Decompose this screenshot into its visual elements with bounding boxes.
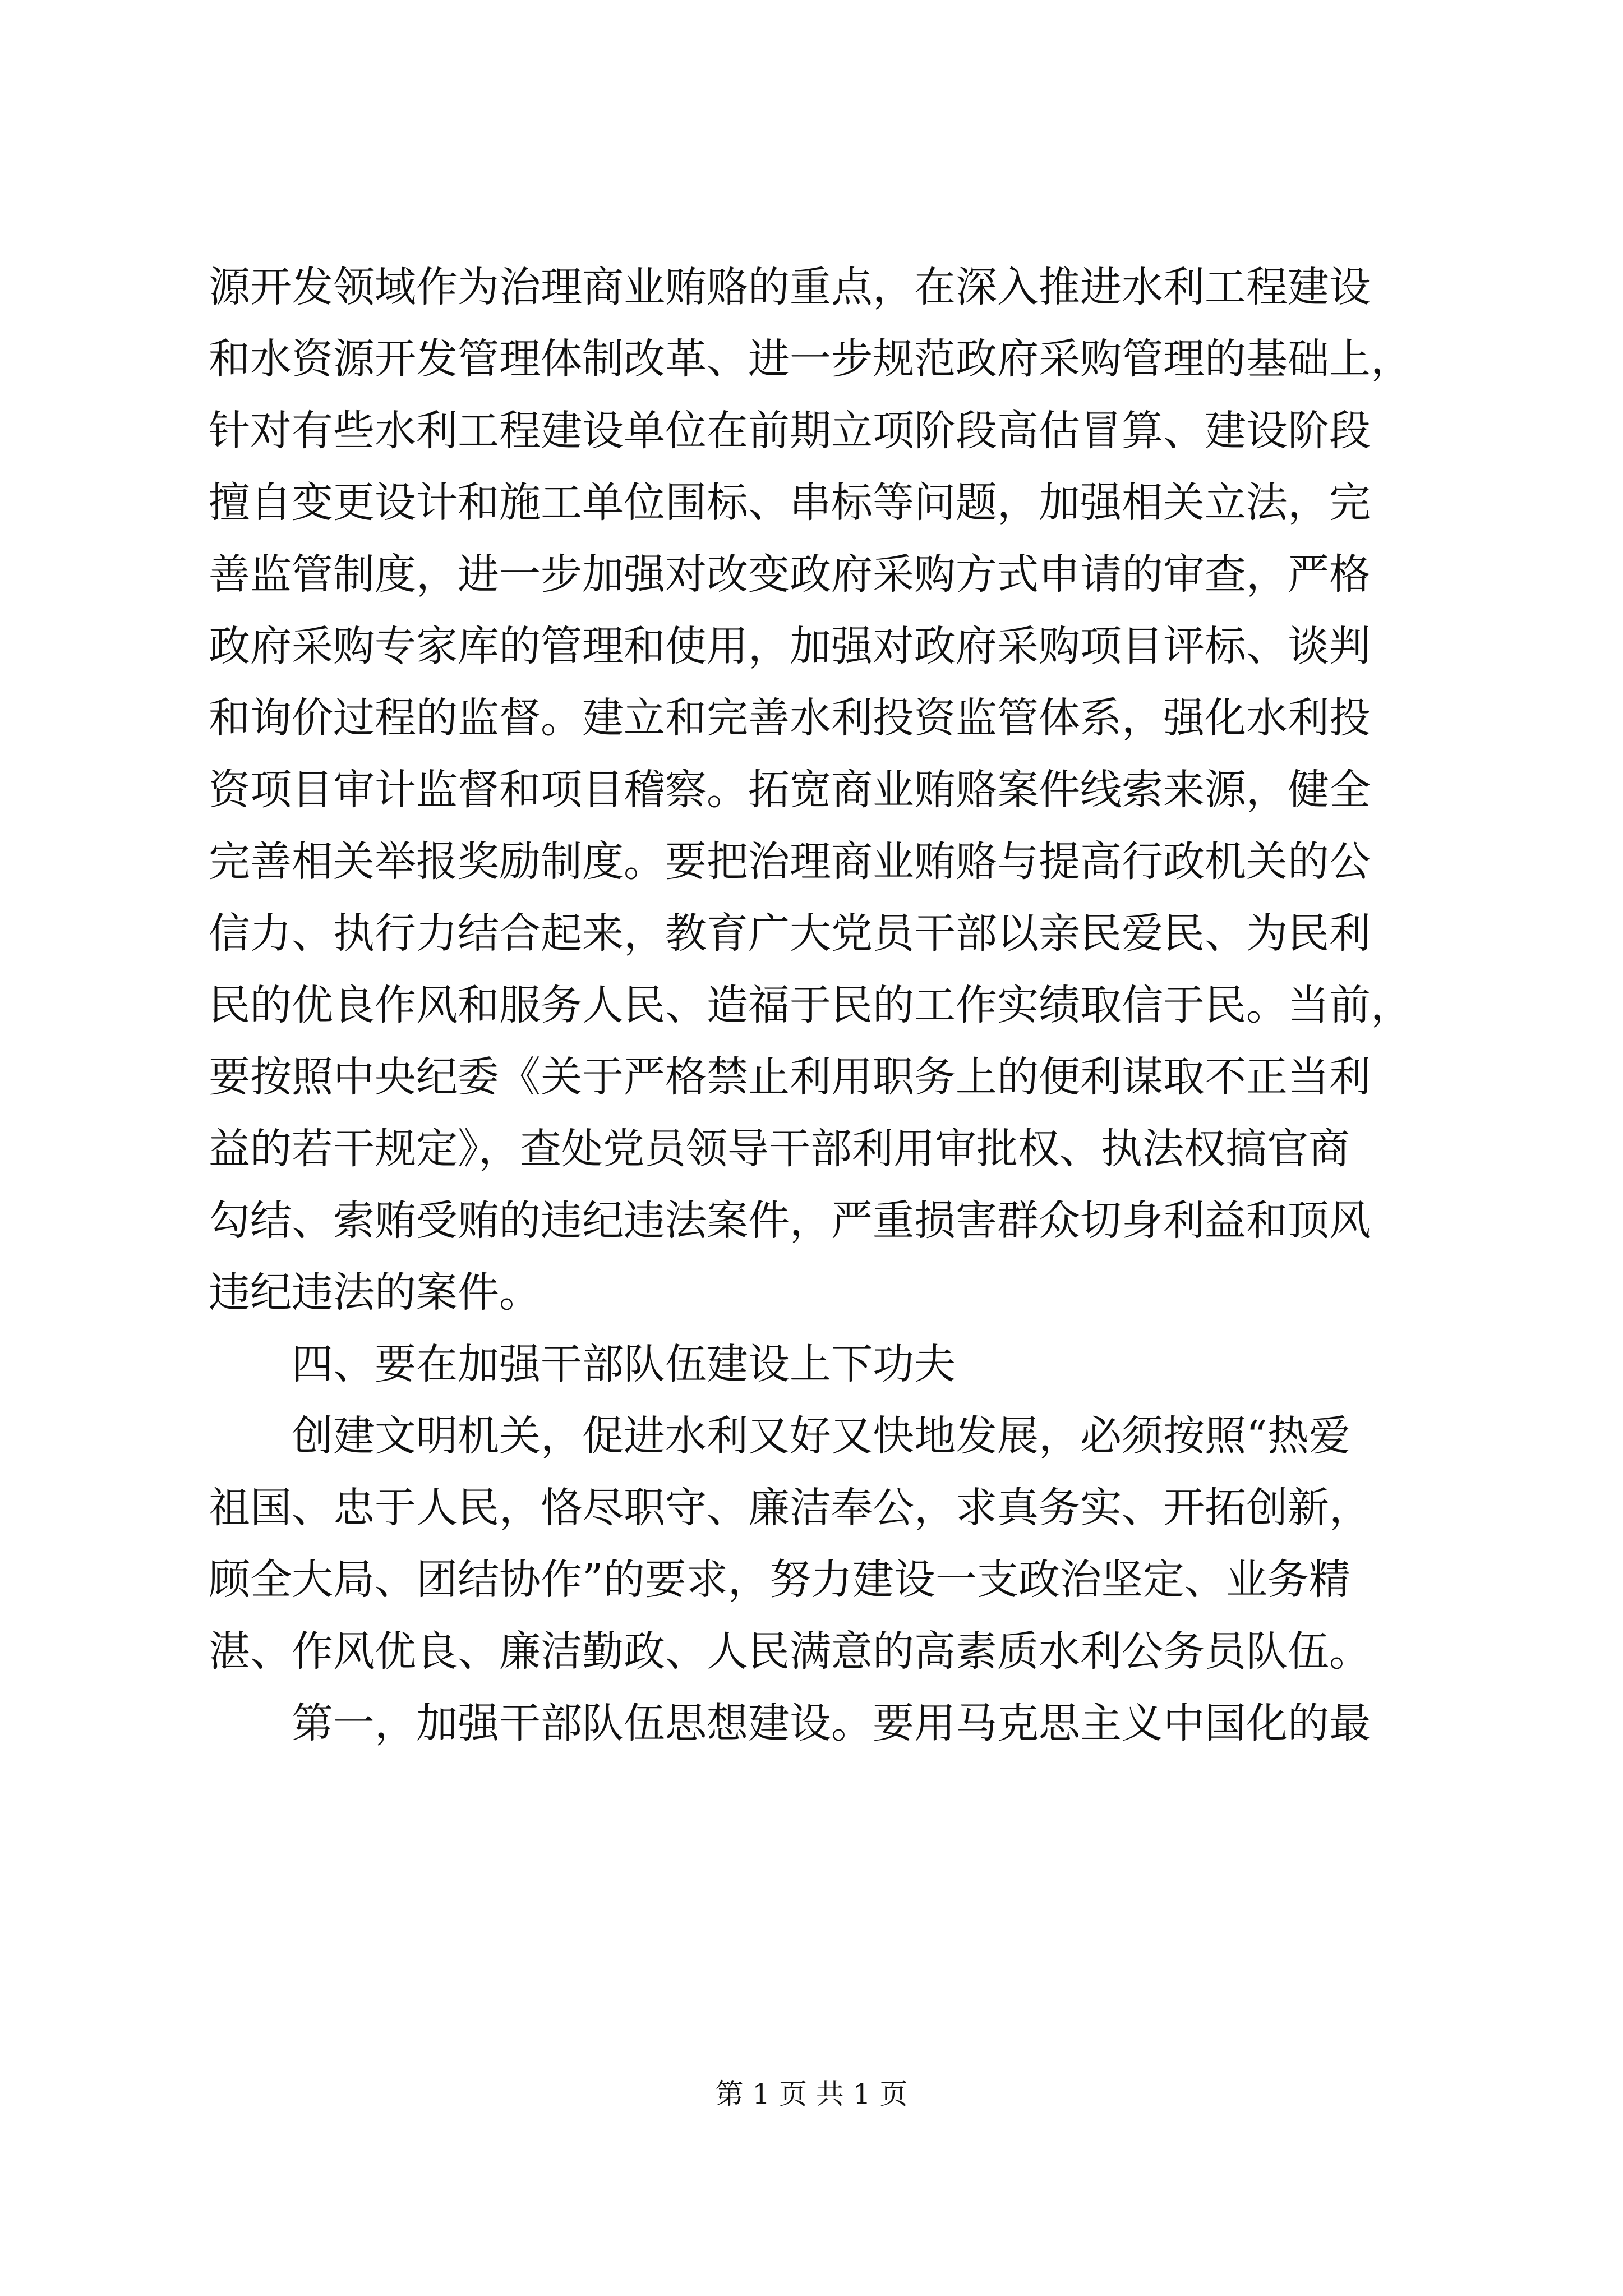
paragraph-line: 源开发领域作为治理商业贿赂的重点，在深入推进水利工程建设 [209,263,1371,311]
paragraph-line: 益的若干规定》，查处党员领导干部利用审批权、执法权搞官商 [209,1125,1350,1173]
paragraph-first-line: 创建文明机关，促进水利又好又快地发展，必须按照“热爱 [292,1412,1350,1460]
paragraph-line: 民的优良作风和服务人民、造福于民的工作实绩取信于民。当前， [209,981,1412,1029]
paragraph-line: 湛、作风优良、廉洁勤政、人民满意的高素质水利公务员队伍。 [209,1627,1371,1676]
page-footer: 第 1 页 共 1 页 [715,2078,908,2110]
paragraph-line: 要按照中央纪委《关于严格禁止利用职务上的便利谋取不正当利 [209,1053,1371,1101]
paragraph-line: 针对有些水利工程建设单位在前期立项阶段高估冒算、建设阶段 [209,407,1371,455]
paragraph-line: 完善相关举报奖励制度。要把治理商业贿赂与提高行政机关的公 [209,838,1371,886]
paragraph-line: 顾全大局、团结协作”的要求，努力建设一支政治坚定、业务精 [209,1556,1350,1604]
document-body [209,251,1487,1759]
paragraph-line: 勾结、索贿受贿的违纪违法案件，严重损害群众切身利益和顶风 [209,1197,1371,1245]
paragraph-line: 信力、执行力结合起来，教育广大党员干部以亲民爱民、为民利 [209,909,1371,958]
section-heading: 四、要在加强干部队伍建设上下功夫 [292,1340,956,1388]
paragraph-line: 祖国、忠于人民，恪尽职守、廉洁奉公，求真务实、开拓创新， [209,1484,1371,1532]
paragraph-line: 违纪违法的案件。 [209,1268,541,1317]
paragraph-line: 和水资源开发管理体制改革、进一步规范政府采购管理的基础上， [209,335,1412,383]
paragraph-line: 和询价过程的监督。建立和完善水利投资监管体系，强化水利投 [209,694,1371,742]
paragraph-first-line: 第一，加强干部队伍思想建设。要用马克思主义中国化的最 [292,1699,1371,1747]
paragraph-line: 擅自变更设计和施工单位围标、串标等问题，加强相关立法，完 [209,478,1371,527]
paragraph-line: 善监管制度，进一步加强对改变政府采购方式申请的审查，严格 [209,550,1371,599]
paragraph-line: 资项目审计监督和项目稽察。拓宽商业贿赂案件线索来源，健全 [209,766,1371,814]
paragraph-line: 政府采购专家库的管理和使用，加强对政府采购项目评标、谈判 [209,622,1371,670]
